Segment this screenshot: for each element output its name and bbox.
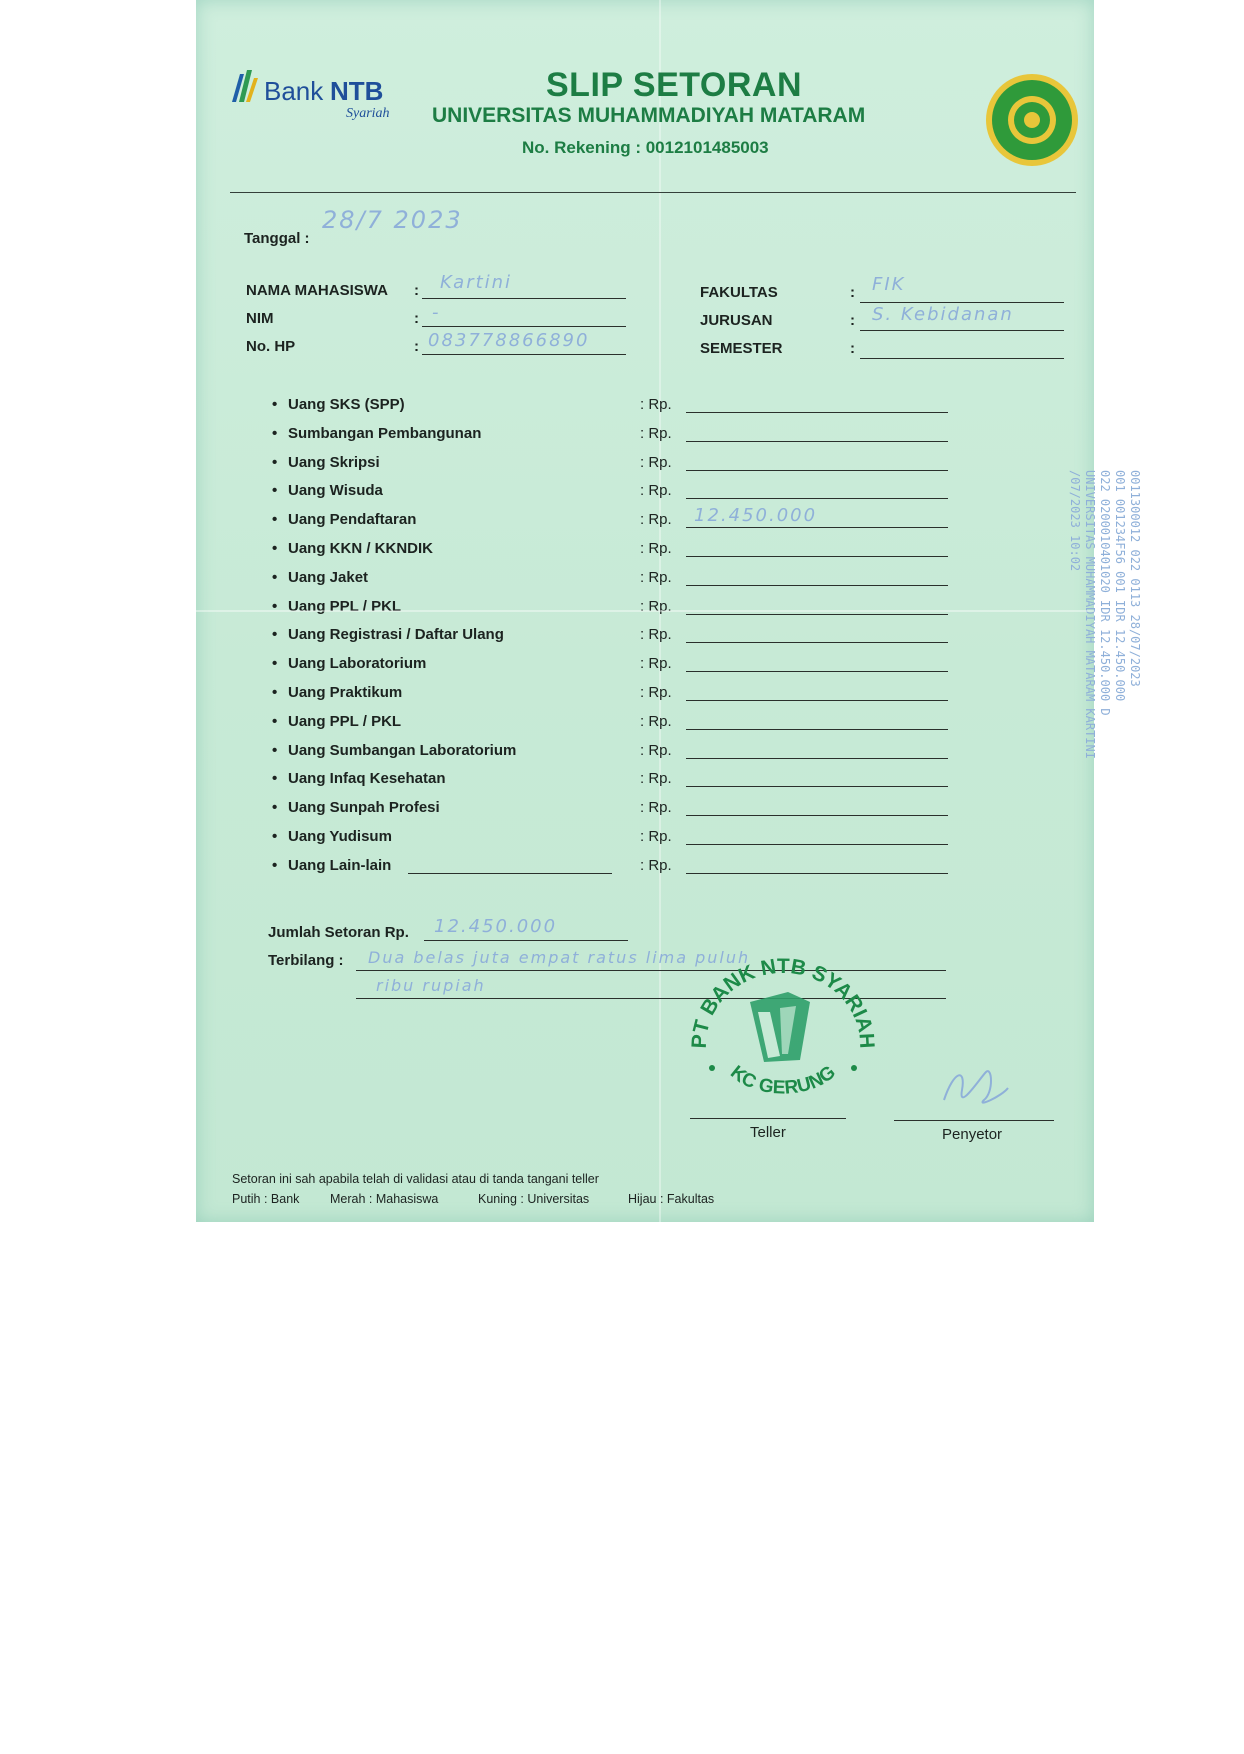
validation-line: UNIVERSITAS MUHAMMADIYAH MATARAM KARTINI xyxy=(1083,470,1097,759)
terbilang-label: Terbilang : xyxy=(268,952,344,969)
nim-value[interactable]: - xyxy=(432,302,441,323)
payment-item-label: Uang Praktikum xyxy=(288,684,403,701)
hp-line xyxy=(422,354,626,355)
validation-line: 022 0200010401020 IDR 12.450.000 D xyxy=(1098,470,1112,716)
bullet-icon: • xyxy=(272,828,278,845)
bank-logo-icon xyxy=(230,64,260,104)
payment-item-row xyxy=(196,598,1094,624)
payment-item-label: Uang SKS (SPP) xyxy=(288,396,405,413)
payment-item-row xyxy=(196,857,1094,883)
nim-line xyxy=(422,326,626,327)
jurusan-value[interactable]: S. Kebidanan xyxy=(872,304,1014,325)
payment-item-label: Uang Registrasi / Daftar Ulang xyxy=(288,626,504,644)
amount-line xyxy=(686,700,948,701)
jurusan-line xyxy=(860,330,1064,331)
university-seal-icon xyxy=(984,72,1080,168)
header-divider xyxy=(230,192,1076,193)
stamp-top-text: PT BANK NTB SYARIAH xyxy=(688,954,878,1049)
rp-label: : Rp. xyxy=(640,741,672,759)
payment-item-label: Uang Jaket xyxy=(288,568,369,586)
bullet-icon: • xyxy=(272,856,278,874)
bank-logo xyxy=(230,62,390,132)
payment-item-row xyxy=(196,396,1094,422)
nama-line xyxy=(422,298,626,299)
bank-sub: Syariah xyxy=(346,106,390,121)
lain-lain-line xyxy=(408,873,612,874)
bullet-icon: • xyxy=(272,453,278,471)
amount-line xyxy=(686,498,948,499)
hp-colon: : xyxy=(414,338,419,355)
payment-item-row xyxy=(196,540,1094,566)
bullet-icon: • xyxy=(272,540,278,557)
rp-label: : Rp. xyxy=(640,770,672,788)
penyetor-label: Penyetor xyxy=(942,1126,1003,1143)
payment-item-amount[interactable]: 12.450.000 xyxy=(694,505,818,527)
footer-copy-mahasiswa: Merah : Mahasiswa xyxy=(330,1192,439,1206)
hp-label: No. HP xyxy=(246,338,296,355)
payment-item-label: Uang Infaq Kesehatan xyxy=(288,770,446,788)
payment-item-label: Uang PPL / PKL xyxy=(288,712,402,730)
payment-item-row xyxy=(196,482,1094,508)
footer-copy-fakultas: Hijau : Fakultas xyxy=(628,1192,715,1206)
bank-name-a: Bank xyxy=(264,76,324,106)
amount-line xyxy=(686,556,948,557)
footer-copy-bank: Putih : Bank xyxy=(232,1192,300,1206)
payment-item-row xyxy=(196,713,1094,739)
penyetor-sign-line xyxy=(894,1120,1054,1121)
amount-line xyxy=(686,671,948,672)
payment-item-row xyxy=(196,684,1094,710)
bullet-icon: • xyxy=(272,799,278,817)
university-name: UNIVERSITAS MUHAMMADIYAH MATARAM xyxy=(432,104,866,127)
bullet-icon: • xyxy=(272,511,278,529)
amount-line xyxy=(686,844,948,845)
payment-item-row xyxy=(196,655,1094,681)
bullet-icon: • xyxy=(272,568,278,586)
bullet-icon: • xyxy=(272,770,278,788)
payment-item-label: Uang Laboratorium xyxy=(288,655,427,673)
bank-name-b: NTB xyxy=(330,76,384,106)
payment-item-row xyxy=(196,425,1094,451)
jurusan-label: JURUSAN xyxy=(700,312,773,329)
semester-line xyxy=(860,358,1064,359)
amount-line xyxy=(686,614,948,615)
payment-item-row xyxy=(196,454,1094,480)
slip-title: SLIP SETORAN xyxy=(546,66,803,104)
amount-line xyxy=(686,470,948,471)
validation-line: 0011300012 022 0113 28/07/2023 xyxy=(1128,470,1142,687)
teller-sign-line xyxy=(690,1118,846,1119)
rp-label: : Rp. xyxy=(640,540,672,557)
payment-item-label: Uang KKN / KKNDIK xyxy=(288,540,433,557)
payment-item-row xyxy=(196,799,1094,825)
bullet-icon: • xyxy=(272,741,278,759)
amount-line xyxy=(686,642,948,643)
nama-value[interactable]: Kartini xyxy=(440,272,513,293)
deposit-slip xyxy=(196,0,1142,1222)
rp-label: : Rp. xyxy=(640,482,672,500)
payment-item-label: Uang Lain-lain xyxy=(288,856,392,874)
payment-item-row xyxy=(196,505,1094,537)
payment-item-label: Uang Skripsi xyxy=(288,453,380,471)
bullet-icon: • xyxy=(272,396,278,413)
amount-line xyxy=(686,441,948,442)
bullet-icon: • xyxy=(272,712,278,730)
payment-item-label: Uang PPL / PKL xyxy=(288,597,402,615)
nim-label: NIM xyxy=(246,310,274,327)
rp-label: : Rp. xyxy=(640,799,672,817)
jurusan-colon: : xyxy=(850,312,855,329)
amount-line xyxy=(686,412,948,413)
tanggal-label: Tanggal : xyxy=(244,230,310,247)
rp-label: : Rp. xyxy=(640,655,672,673)
fakultas-label: FAKULTAS xyxy=(700,284,778,301)
hp-value[interactable]: 083778866890 xyxy=(428,330,590,351)
rp-label: : Rp. xyxy=(640,511,672,529)
stamp-bottom-text: KC GERUNG xyxy=(726,1061,840,1099)
fakultas-line xyxy=(860,302,1064,303)
payment-item-row xyxy=(196,742,1094,768)
rp-label: : Rp. xyxy=(640,626,672,644)
footer-copy-universitas: Kuning : Universitas xyxy=(478,1192,590,1206)
bank-stamp xyxy=(688,950,878,1100)
rp-label: : Rp. xyxy=(640,684,672,701)
amount-line xyxy=(686,729,948,730)
bullet-icon: • xyxy=(272,597,278,615)
payment-item-row xyxy=(196,770,1094,796)
jumlah-value[interactable]: 12.450.000 xyxy=(434,916,558,937)
payment-item-row xyxy=(196,828,1094,854)
terbilang-value-2[interactable]: ribu rupiah xyxy=(376,976,486,995)
amount-line xyxy=(686,585,948,586)
penyetor-signature-icon xyxy=(936,1060,1016,1120)
payment-item-label: Uang Wisuda xyxy=(288,482,383,500)
footer-note: Setoran ini sah apabila telah di validasi atau di tanda tangani teller xyxy=(232,1172,599,1186)
bullet-icon: • xyxy=(272,684,278,701)
payment-item-label: Uang Sumbangan Laboratorium xyxy=(288,741,517,759)
fakultas-colon: : xyxy=(850,284,855,301)
bullet-icon: • xyxy=(272,655,278,673)
rp-label: : Rp. xyxy=(640,597,672,615)
payment-item-label: Uang Sunpah Profesi xyxy=(288,799,440,817)
amount-line xyxy=(686,786,948,787)
rp-label: : Rp. xyxy=(640,424,672,442)
rp-label: : Rp. xyxy=(640,712,672,730)
bullet-icon: • xyxy=(272,424,278,442)
terbilang-value-1[interactable]: Dua belas juta empat ratus lima puluh xyxy=(368,948,751,967)
jumlah-line xyxy=(424,940,628,941)
account-number: No. Rekening : 0012101485003 xyxy=(522,138,769,157)
amount-line xyxy=(686,873,948,874)
rp-label: : Rp. xyxy=(640,396,672,413)
nama-colon: : xyxy=(414,282,419,299)
bullet-icon: • xyxy=(272,482,278,500)
rp-label: : Rp. xyxy=(640,453,672,471)
jumlah-label: Jumlah Setoran Rp. xyxy=(268,924,409,941)
stamp-logo-icon xyxy=(750,992,810,1062)
validation-line: 001 001234F56 001 IDR 12.450.000 xyxy=(1113,470,1127,702)
nama-label: NAMA MAHASISWA xyxy=(246,282,388,299)
amount-line xyxy=(686,815,948,816)
rp-label: : Rp. xyxy=(640,856,672,874)
validation-line: /07/2023 10:02 xyxy=(1068,470,1082,572)
rp-label: : Rp. xyxy=(640,568,672,586)
amount-line xyxy=(686,758,948,759)
semester-label: SEMESTER xyxy=(700,340,783,357)
payment-item-row xyxy=(196,569,1094,595)
tanggal-value[interactable]: 28/7 2023 xyxy=(322,206,463,234)
amount-line xyxy=(686,527,948,528)
semester-colon: : xyxy=(850,340,855,357)
payment-item-label: Uang Pendaftaran xyxy=(288,511,417,529)
rp-label: : Rp. xyxy=(640,828,672,845)
nim-colon: : xyxy=(414,310,419,327)
teller-label: Teller xyxy=(750,1124,786,1141)
svg-text:KC GERUNG xyxy=(726,1062,839,1099)
payment-item-row xyxy=(196,626,1094,652)
bullet-icon: • xyxy=(272,626,278,644)
payment-item-label: Sumbangan Pembangunan xyxy=(288,424,482,442)
payment-item-label: Uang Yudisum xyxy=(288,828,392,845)
fakultas-value[interactable]: FIK xyxy=(872,274,906,295)
